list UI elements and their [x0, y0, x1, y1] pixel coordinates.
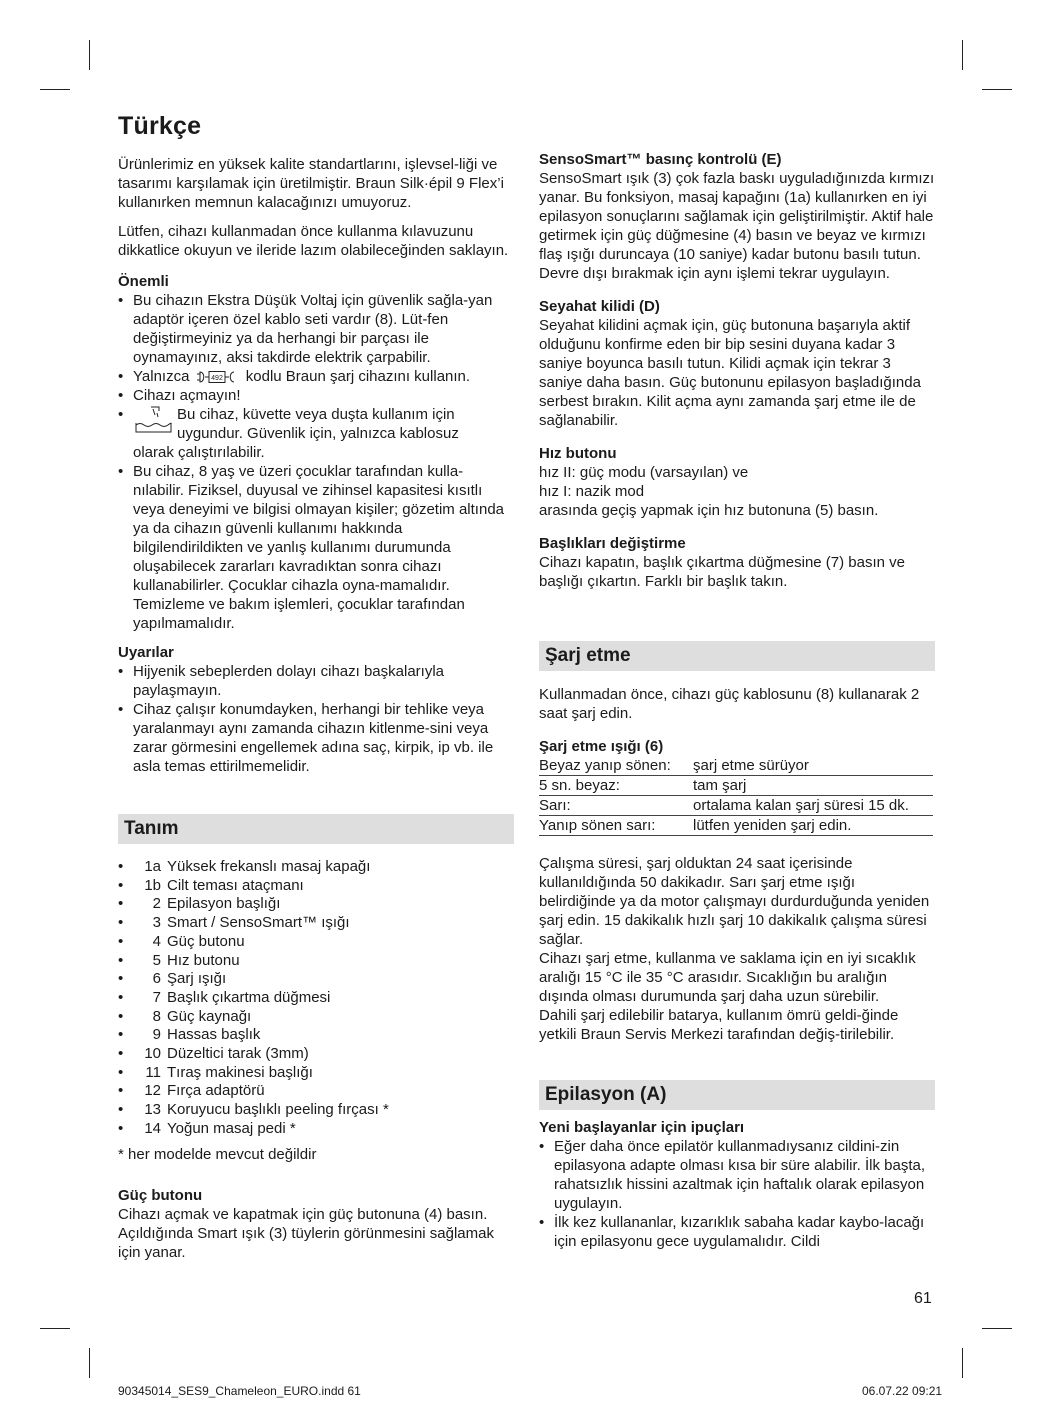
right-column	[539, 150, 935, 1261]
part-number: • 8	[152, 1007, 161, 1025]
part-number: • 3	[152, 914, 161, 932]
part-item	[118, 1045, 514, 1064]
footer-file: 90345014_SES9_Chameleon_EURO.indd 61	[118, 1384, 361, 1398]
part-label: Koruyucu başlıklı peeling fırçası *	[167, 1101, 389, 1119]
part-number: • 1b	[144, 876, 161, 894]
part-number: • 7	[152, 988, 161, 1006]
part-item	[118, 1120, 514, 1139]
guc-text: Cihazı açmak ve kapatmak için güç butonuna (4) basın.	[118, 1205, 488, 1223]
sarj-heading: Şarj etme	[539, 641, 935, 671]
uyarilar-heading: Uyarılar	[118, 644, 174, 661]
uyarilar-list	[118, 662, 514, 776]
list-item: • Hijyenik sebeplerden dolayı cihazı başkalarıyla paylaşmayın.	[118, 662, 514, 700]
part-label: Düzeltici tarak (3mm)	[167, 1045, 309, 1063]
epilasyon-subheading: Yeni başlayanlar için ipuçları	[539, 1119, 745, 1136]
epilasyon-list	[539, 1137, 935, 1251]
table-row	[539, 816, 933, 836]
left-column	[118, 112, 514, 1272]
table-cell-key: 5 sn. beyaz:	[539, 776, 693, 796]
bath-row	[133, 405, 514, 443]
sensosmart-heading: SensoSmart™ basınç kontrolü (E)	[539, 151, 782, 168]
list-item	[118, 367, 514, 386]
hiz-line: arasında geçiş yapmak için hız butonuna (5) basın.	[539, 502, 879, 519]
table-cell-key: Beyaz yanıp sönen:	[539, 756, 693, 776]
table-row	[539, 776, 933, 796]
part-item	[118, 1008, 514, 1027]
sarj-para: Çalışma süresi, şarj olduktan 24 saat içerisinde kullanıldığında 50 dakikadır. Sarı şarj etme ışığı belirdiğinde ya da motor çalışmayı durdurduğunda yeniden şarj edin. 15 dakikalık hızlı şarj 10 dakikalık çalışma süresi sağlar.	[539, 855, 930, 948]
shower-bath-icon	[133, 405, 173, 435]
hiz-line: hız II: güç modu (varsayılan) ve	[539, 464, 749, 481]
part-number: • 1a	[144, 858, 161, 875]
table-cell-value: şarj etme sürüyor	[693, 756, 933, 776]
crop-mark	[89, 1348, 90, 1378]
part-label: Güç kaynağı	[167, 1007, 252, 1025]
part-item	[118, 989, 514, 1008]
guc-text: Açıldığında Smart ışık (3) tüylerin görünmesini sağlamak için yanar.	[118, 1224, 494, 1261]
bath-text-line: uygundur. Güvenlik için, yalnızca kablosuz	[177, 425, 459, 442]
part-item	[118, 1064, 514, 1083]
list-item: • İlk kez kullananlar, kızarıklık sabaha kadar kaybo-lacağı için epilasyonu gece uygulamalıdır. Cildi	[539, 1213, 935, 1251]
part-label: Smart / SensoSmart™ ışığı	[167, 914, 350, 932]
part-number: • 12	[144, 1082, 161, 1100]
part-label: Yüksek frekanslı masaj kapağı	[167, 858, 371, 875]
list-item: • Cihaz çalışır konumdayken, herhangi bir tehlike veya yaralanmayı aynı zamanda cihazın kitlenme-sini veya zarar görmesini engellemek adına saç, kirpik, ip vb. ile asla temas ettirilmemelidir.	[118, 700, 514, 776]
page-title: Türkçe	[118, 112, 202, 140]
crop-mark	[89, 40, 90, 70]
list-item: • Cihazı açmayın!	[118, 386, 514, 405]
part-label: Epilasyon başlığı	[167, 895, 281, 913]
part-item	[118, 952, 514, 971]
part-label: Güç butonu	[167, 932, 245, 950]
plug-code: 492	[210, 375, 223, 383]
hiz-heading: Hız butonu	[539, 445, 617, 462]
part-number: • 5	[152, 951, 161, 969]
part-label: Tıraş makinesi başlığı	[167, 1063, 313, 1081]
part-label: Fırça adaptörü	[167, 1082, 265, 1100]
guc-heading: Güç butonu	[118, 1186, 203, 1204]
part-item	[118, 858, 514, 877]
part-label: Şarj ışığı	[167, 970, 227, 988]
intro-paragraph: Lütfen, cihazı kullanmadan önce kullanma kılavuzunu dikkatlice okuyun ve ileride lazım olabileceğinden saklayın.	[118, 223, 509, 259]
part-label: Başlık çıkartma düğmesi	[167, 988, 331, 1006]
part-item	[118, 1082, 514, 1101]
onemli-list	[118, 291, 514, 633]
list-item	[118, 405, 514, 462]
part-label: Cilt teması ataçmanı	[167, 876, 304, 894]
part-number: • 13	[144, 1101, 161, 1119]
onemli-heading: Önemli	[118, 273, 169, 290]
part-item	[118, 970, 514, 989]
part-item	[118, 914, 514, 933]
basliklar-heading: Başlıkları değiştirme	[539, 535, 686, 552]
sarj-text: Kullanmadan önce, cihazı güç kablosunu (8) kullanarak 2 saat şarj edin.	[539, 686, 920, 722]
parts-list	[118, 858, 514, 1139]
table-row	[539, 796, 933, 816]
plug-prefix: Yalnızca	[133, 368, 190, 385]
intro-paragraph: Ürünlerimiz en yüksek kalite standartlarını, işlevsel-liği ve tasarımı karşılamak için üretilmiştir. Braun Silk·épil 9 Flex’i kullanırken memnun kalacağınızı umuyoruz.	[118, 156, 504, 211]
plug-suffix: kodlu Braun şarj cihazını kullanın.	[245, 368, 471, 385]
page-number: 61	[914, 1290, 932, 1307]
table-cell-value: lütfen yeniden şarj edin.	[693, 816, 933, 836]
bath-text-line: • Bu cihaz, küvette veya duşta kullanım için	[177, 406, 455, 423]
table-cell-value: tam şarj	[693, 776, 933, 796]
crop-mark	[982, 89, 1012, 90]
table-row	[539, 756, 933, 776]
part-label: Yoğun masaj pedi *	[167, 1119, 296, 1137]
table-cell-value: ortalama kalan şarj süresi 15 dk.	[693, 796, 933, 816]
part-number: • 2	[152, 895, 161, 913]
charge-light-table	[539, 756, 933, 836]
part-number: • 11	[145, 1063, 161, 1081]
seyahat-text: Seyahat kilidini açmak için, güç butonuna başarıyla aktif olduğunu konfirme eden bir bip sesini duyana kadar 3 saniye boyunca basılı tutun. Kilidi açmak için tekrar 3 saniye daha basın. Güç butonunu epilasyon başladığında serbest bırakın. Kilit açma aynı zamanda şarj etme ile de sağlanabilir.	[539, 317, 921, 429]
footnote: * her modelde mevcut değildir	[118, 1145, 317, 1163]
sarj-para: Dahili şarj edilebilir batarya, kullanım ömrü geldi-ğinde yetkili Braun Servis Merkezi tarafından değiş-tirilebilir.	[539, 1007, 899, 1043]
part-item	[118, 1101, 514, 1120]
basliklar-text: Cihazı kapatın, başlık çıkartma düğmesine (7) basın ve başlığı çıkartın. Farklı bir başlık takın.	[539, 554, 906, 590]
hiz-line: hız I: nazik mod	[539, 483, 645, 500]
epilasyon-heading: Epilasyon (A)	[539, 1080, 935, 1110]
tanim-heading: Tanım	[118, 814, 514, 844]
part-number: • 6	[152, 970, 161, 988]
list-item: • Bu cihazın Ekstra Düşük Voltaj için güvenlik sağla-yan adaptör içeren özel kablo seti vardır (8). Lüt-fen değiştirmeyiniz ya da herhangi bir parçası ile oynamayınız, aksi takdirde elektrik çarpabilir.	[118, 291, 514, 367]
part-number: • 14	[144, 1119, 161, 1137]
table-cell-key: Sarı:	[539, 796, 693, 816]
part-number: • 10	[144, 1045, 161, 1063]
part-number: • 9	[152, 1026, 161, 1044]
crop-mark	[962, 1348, 963, 1378]
table-cell-key: Yanıp sönen sarı:	[539, 816, 693, 836]
sarj-light-heading: Şarj etme ışığı (6)	[539, 738, 664, 755]
sensosmart-text: SensoSmart ışık (3) çok fazla baskı uyguladığınızda kırmızı yanar. Bu fonksiyon, masaj kapağını (1a) kullanırken en iyi epilasyon sonuçlarını sağlamak için geliştirilmiştir. Aktif hale getirmek için güç düğmesine (4) basın ve beyaz ve kırmızı flaş ışığı duruncaya (10 saniye) kadar butonu basılı tutun. Devre dışı bırakmak için aynı işlemi tekrar uygulayın.	[539, 170, 935, 282]
plug-code-icon	[196, 370, 240, 384]
footer-date: 06.07.22 09:21	[862, 1384, 943, 1398]
part-label: Hız butonu	[167, 951, 240, 969]
sarj-para: Cihazı şarj etme, kullanma ve saklama için en iyi sıcaklık aralığı 15 °C ile 35 °C arasıdır. Sıcaklığın bu aralığın dışında olması durumunda şarj daha uzun sürebilir.	[539, 950, 916, 1005]
bath-text-line: olarak çalıştırılabilir.	[133, 444, 265, 461]
hiz-text	[539, 463, 935, 520]
bath-text	[177, 405, 459, 443]
part-item	[118, 1026, 514, 1045]
list-item: • Eğer daha önce epilatör kullanmadıysanız cildini-zin epilasyona adapte olması kısa bir süre alabilir. İlk başta, rahatsızlık hissini azaltmak için haftalık olarak epilasyon uygulayın.	[539, 1137, 935, 1213]
crop-mark	[982, 1328, 1012, 1329]
part-number: • 4	[152, 932, 161, 950]
part-item	[118, 877, 514, 896]
seyahat-heading: Seyahat kilidi (D)	[539, 298, 660, 315]
part-item	[118, 895, 514, 914]
crop-mark	[40, 89, 70, 90]
part-label: Hassas başlık	[167, 1026, 261, 1044]
crop-mark	[40, 1328, 70, 1329]
crop-mark	[962, 40, 963, 70]
part-item	[118, 933, 514, 952]
list-item: • Bu cihaz, 8 yaş ve üzeri çocuklar tarafından kulla-nılabilir. Fiziksel, duyusal ve zihinsel kapasitesi kısıtlı veya deneyimi ve bilgisi olmayan kişiler; gözetim altında ya da cihazın güvenli kullanımı hakkında bilgilendirildikten ve yanlış kullanımı durumunda oluşabilecek zararları kavradıktan sonra cihazı kullanabilirler. Çocuklar cihazla oyna-mamalıdır. Temizleme ve bakım işlemleri, çocuklar tarafından yapılmamalıdır.	[118, 462, 514, 633]
